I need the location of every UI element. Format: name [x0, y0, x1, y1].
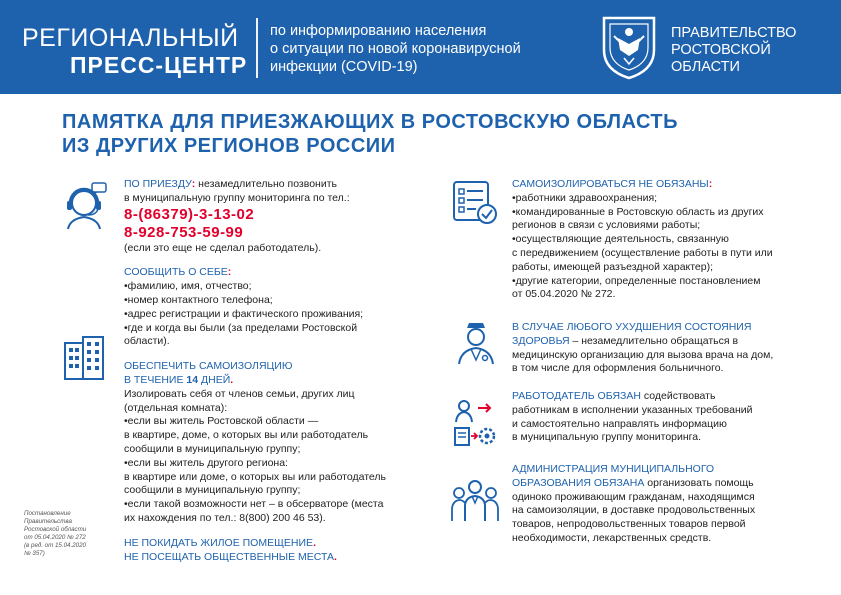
arrival-text1: незамедлительно позвонить	[195, 178, 337, 190]
isolation-line: •если вы житель Ростовской области —	[124, 415, 319, 428]
exempt-block: САМОИЗОЛИРОВАТЬСЯ НЕ ОБЯЗАНЫ: •работники здравоохранения; •командированные в Ростовскую область из других регионов в связи с условиями работы; •осуществляющие деятельность, связанную с передвижением (осуществление работы в пути или работы, имеющей разъездной характер); •другие категории, определенные постановлением от 05.04.2020 № 272.	[512, 178, 817, 302]
isolation-line: •если вы житель другого региона:	[124, 456, 288, 469]
left-column	[124, 178, 424, 564]
employer-head: РАБОТОДАТЕЛЬ ОБЯЗАН	[512, 390, 641, 402]
report-item: области).	[124, 335, 170, 348]
exempt-item: регионов в связи с условиями работы;	[512, 219, 701, 232]
buildings-icon	[62, 335, 106, 381]
workflow-icon	[452, 398, 498, 448]
exempt-item: •другие категории, определенные постановлением	[512, 274, 761, 287]
report-item: •адрес регистрации и фактического проживания;	[124, 307, 364, 320]
admin-line: товаров, непродовольственных товаров первой	[512, 518, 746, 531]
arrival-block: ПО ПРИЕЗДУ: незамедлительно позвонить в муниципальную группу мониторинга по тел.: 8-(86379)-3-13-02 8-928-753-59-99 (если это еще не сделал работодатель).	[124, 178, 424, 255]
group-people-icon	[450, 477, 500, 523]
employer-line3: и самостоятельно направлять информацию	[512, 417, 727, 430]
employer-line4: в муниципальную группу мониторинга.	[512, 431, 702, 444]
isolation-head2c: ДНЕЙ	[198, 373, 231, 386]
legal-reference-line: Постановление	[24, 510, 71, 517]
phone-operator-icon	[62, 181, 110, 231]
final-block: НЕ ПОКИДАТЬ ЖИЛОЕ ПОМЕЩЕНИЕ. НЕ ПОСЕЩАТЬ ОБЩЕСТВЕННЫЕ МЕСТА.	[124, 536, 337, 563]
exempt-item: •работники здравоохранения;	[512, 191, 658, 204]
legal-reference-line: Правительства	[24, 518, 72, 525]
isolation-head1: ОБЕСПЕЧИТЬ САМОИЗОЛЯЦИЮ	[124, 360, 293, 373]
employer-text1: содействовать	[640, 390, 716, 402]
arrival-note: (если это еще не сделал работодатель).	[124, 241, 322, 254]
isolation-line: их нахождения по тел.: 8(800) 200 46 53).	[124, 511, 326, 524]
isolation-line: в квартире, доме, о которых вы или работодатель	[124, 429, 369, 442]
report-head: СООБЩИТЬ О СЕБЕ	[124, 266, 228, 279]
admin-line: необходимости, лекарственных средств.	[512, 531, 712, 544]
exempt-item: от 05.04.2020 № 272.	[512, 288, 616, 301]
header-description	[270, 22, 570, 76]
brand-line1: РЕГИОНАЛЬНЫЙ	[22, 24, 239, 52]
header-desc-line1: по информированию населения	[270, 23, 487, 39]
checklist-icon	[452, 180, 498, 226]
brand-line2: ПРЕСС-ЦЕНТР	[70, 52, 248, 78]
header-banner	[0, 0, 841, 94]
exempt-head: САМОИЗОЛИРОВАТЬСЯ НЕ ОБЯЗАНЫ	[512, 178, 709, 190]
admin-text2: организовать помощь	[644, 476, 754, 489]
isolation-line: сообщили в муниципальную группу;	[124, 484, 301, 497]
admin-head2: ОБРАЗОВАНИЯ ОБЯЗАНА	[512, 476, 645, 489]
health-worse-block	[512, 321, 817, 376]
report-item: •номер контактного телефона;	[124, 293, 273, 306]
legal-reference-line: (в ред. от 15.04.2020	[24, 542, 86, 549]
isolation-head2a: В ТЕЧЕНИЕ	[124, 373, 187, 386]
legal-reference-line: от 05.04.2020 № 272	[24, 534, 86, 541]
isolation-line: Изолировать себя от членов семьи, других лиц	[124, 387, 355, 400]
employer-line2: работникам в исполнении указанных требований	[512, 403, 753, 416]
worse-head2: ЗДОРОВЬЯ	[512, 334, 570, 347]
report-item: •где и когда вы были (за пределами Ростовской	[124, 321, 358, 334]
legal-reference	[24, 510, 100, 558]
gov-line1: ПРАВИТЕЛЬСТВО	[671, 25, 797, 41]
government-emblem-icon	[600, 14, 658, 80]
employer-block	[512, 390, 817, 445]
page-title	[62, 110, 678, 158]
doctor-icon	[455, 320, 497, 366]
worse-line3: медицинскую организацию для вызова врача на дом,	[512, 348, 774, 361]
phone-number-2: 8-928-753-59-99	[124, 223, 244, 241]
header-divider	[256, 18, 258, 78]
worse-head1: В СЛУЧАЕ ЛЮБОГО УХУДШЕНИЯ СОСТОЯНИЯ	[512, 321, 752, 333]
exempt-item: с передвижением (осуществление работы в пути или	[512, 246, 773, 259]
admin-head1: АДМИНИСТРАЦИЯ МУНИЦИПАЛЬНОГО	[512, 463, 715, 475]
exempt-item: •осуществляющие деятельность, связанную	[512, 233, 729, 246]
isolation-line: (отдельная комната):	[124, 401, 228, 414]
final-line2: НЕ ПОСЕЩАТЬ ОБЩЕСТВЕННЫЕ МЕСТА	[124, 550, 335, 563]
header-desc-line3: инфекции (COVID-19)	[270, 59, 418, 75]
isolation-line: сообщили в муниципальную группу;	[124, 442, 301, 455]
worse-text2: – незамедлительно обращаться в	[569, 334, 739, 347]
report-block: СООБЩИТЬ О СЕБЕ: •фамилию, имя, отчество; •номер контактного телефона; •адрес регистрации и фактического проживания; •где и когда вы были (за пределами Ростовской области).	[124, 266, 424, 349]
legal-reference-line: № 357)	[24, 550, 45, 557]
gov-line3: ОБЛАСТИ	[671, 59, 740, 75]
final-line1: НЕ ПОКИДАТЬ ЖИЛОЕ ПОМЕЩЕНИЕ	[124, 536, 314, 549]
arrival-head: ПО ПРИЕЗДУ	[124, 178, 192, 190]
title-line1: ПАМЯТКА ДЛЯ ПРИЕЗЖАЮЩИХ В РОСТОВСКУЮ ОБЛАСТЬ	[62, 111, 679, 133]
report-item: •фамилию, имя, отчество;	[124, 280, 252, 293]
administration-block	[512, 463, 817, 546]
isolation-line: •если такой возможности нет – в обсерваторе (места	[124, 498, 384, 511]
government-name	[671, 25, 796, 76]
arrival-text2: в муниципальную группу мониторинга по тел.:	[124, 191, 350, 204]
gov-line2: РОСТОВСКОЙ	[671, 42, 771, 58]
worse-line4: в том числе для оформления больничного.	[512, 362, 724, 375]
isolation-days: 14	[186, 373, 199, 386]
exempt-item: •командированные в Ростовскую область из других	[512, 205, 764, 218]
legal-reference-line: Ростовской области	[24, 526, 87, 533]
isolation-line: в квартире или доме, о которых вы или работодатель	[124, 470, 386, 483]
isolation-block: ОБЕСПЕЧИТЬ САМОИЗОЛЯЦИЮ В ТЕЧЕНИЕ 14 ДНЕЙ. Изолировать себя от членов семьи, других лиц (отдельная комната): •если вы житель Ростовской области — в квартире, доме, о которых вы или работодатель сообщили в муниципальную группу; •если вы житель другого региона: в квартире или доме, о которых вы или работодатель сообщили в муниципальную группу; •если такой возможности нет – в обсерваторе (места их нахождения по тел.: 8(800) 200 46 53).	[124, 360, 424, 526]
title-line2: ИЗ ДРУГИХ РЕГИОНОВ РОССИИ	[62, 135, 396, 157]
admin-line: одиноко проживающим гражданам, находящимся	[512, 490, 755, 503]
admin-line: на самоизоляции, в доставке продовольственных	[512, 504, 756, 517]
header-desc-line2: о ситуации по новой коронавирусной	[270, 41, 521, 57]
phone-number-1: 8-(86379)-3-13-02	[124, 205, 255, 223]
exempt-item: работы, имеющей разъездной характер);	[512, 260, 714, 273]
